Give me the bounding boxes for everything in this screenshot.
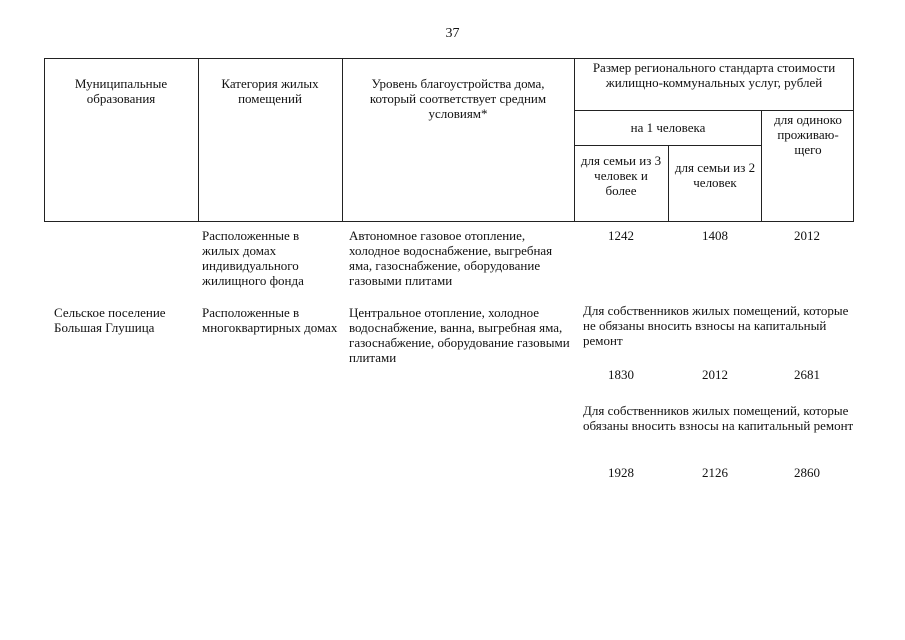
row2-category: Расположенные в многоквартирных домах bbox=[202, 305, 338, 335]
row2-municipal: Сельское поселение Большая Глушица bbox=[54, 305, 166, 335]
row2-note1-value-single: 2681 bbox=[794, 367, 820, 382]
row1-level: Автономное газовое отопление, холодное водоснабжение, выгребная яма, газоснабжение, оборудование газовыми плитами bbox=[349, 228, 553, 288]
header-standard: Размер регионального стандарта стоимости жилищно-коммунальных услуг, рублей bbox=[592, 60, 836, 90]
table-header bbox=[44, 58, 854, 222]
header-family3: для семьи из 3 человек и более bbox=[580, 153, 662, 198]
header-level: Уровень благоустройства дома, который соответствует средним условиям* bbox=[369, 76, 547, 121]
row2-level: Центральное отопление, холодное водоснабжение, ванна, выгребная яма, газоснабжение, оборудование газовыми плитами bbox=[349, 305, 570, 365]
row1-value-family3: 1242 bbox=[608, 228, 634, 243]
header-single: для одиноко проживаю-щего bbox=[774, 112, 842, 157]
row2-note2-value-family3: 1928 bbox=[608, 465, 634, 480]
row1-value-single: 2012 bbox=[794, 228, 820, 243]
row1-value-family2: 1408 bbox=[702, 228, 728, 243]
header-municipal: Муниципальные образования bbox=[74, 76, 168, 106]
row2-note1-value-family3: 1830 bbox=[608, 367, 634, 382]
row2-note-capital-repair: Для собственников жилых помещений, которые обязаны вносить взносы на капитальный ремонт bbox=[583, 403, 854, 433]
header-family2: для семьи из 2 человек bbox=[674, 160, 756, 190]
row2-note2-value-family2: 2126 bbox=[702, 465, 728, 480]
row2-note1-value-family2: 2012 bbox=[702, 367, 728, 382]
row2-note-no-capital-repair: Для собственников жилых помещений, которые не обязаны вносить взносы на капитальный ремонт bbox=[583, 303, 849, 348]
page-number: 37 bbox=[445, 26, 460, 41]
row1-category: Расположенные в жилых домах индивидуального жилищного фонда bbox=[202, 228, 304, 288]
header-category: Категория жилых помещений bbox=[221, 76, 319, 106]
row2-note2-value-single: 2860 bbox=[794, 465, 820, 480]
header-per-person: на 1 человека bbox=[630, 120, 706, 135]
